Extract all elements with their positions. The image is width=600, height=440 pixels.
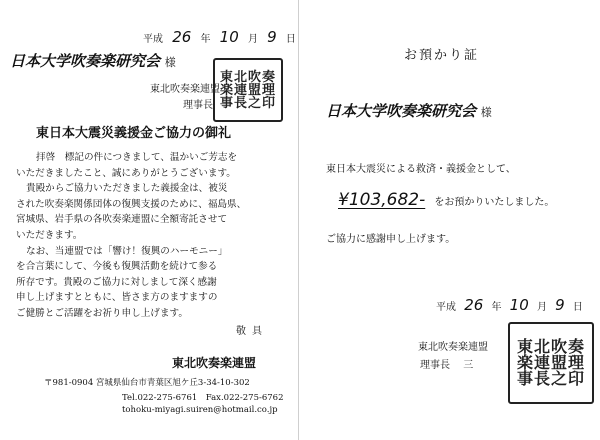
body-line: 宮城県、岩手県の各吹奏楽連盟に全額寄託させて [16, 214, 228, 226]
left-date [143, 28, 296, 46]
date-year: 26 [464, 296, 484, 314]
date-era: 平成 [436, 302, 456, 313]
amount-handwritten: ¥103,682- [338, 190, 426, 210]
date-era: 平成 [143, 34, 163, 45]
right-date [436, 296, 583, 314]
date-month-unit: 月 [536, 302, 547, 313]
body-line: いただきましたこと、誠にありがとうございます。 [16, 167, 236, 179]
right-sender-org: 東北吹奏楽連盟 [418, 342, 488, 353]
date-year-unit: 年 [491, 302, 502, 313]
body-line: ご健勝とご活躍をお祈り申し上げます。 [16, 307, 188, 319]
recipient-handwritten: 日本大学吹奏楽研究会 [10, 52, 161, 70]
date-day-unit: 日 [285, 34, 296, 45]
page-divider [298, 0, 299, 440]
right-seal-stamp [508, 322, 594, 404]
body-line: いただきます。 [16, 229, 83, 241]
left-sender-title: 理事長 [183, 100, 213, 111]
left-sender-org: 東北吹奏楽連盟 [150, 84, 220, 95]
seal-line: 事長之印 [516, 369, 585, 388]
date-month: 10 [509, 296, 529, 314]
seal-line: 事長之印 [219, 95, 276, 111]
date-year: 26 [172, 28, 192, 46]
sender-name: 三 [463, 360, 474, 371]
recipient-handwritten: 日本大学吹奏楽研究会 [326, 102, 477, 120]
seal-line: 東北吹奏 [219, 69, 276, 85]
right-recipient [326, 100, 492, 121]
date-month: 10 [219, 28, 239, 46]
date-day-unit: 日 [572, 302, 583, 313]
seal-line: 東北吹奏 [516, 337, 585, 356]
body-line: を合言葉にして、今後も復興活動を続けて参る [16, 261, 218, 273]
sender-title: 理事長 [420, 360, 450, 371]
body-line: された吹奏楽関係団体の復興支援のために、福島県、 [16, 198, 247, 210]
recipient-suffix: 様 [164, 56, 176, 69]
left-footer-phone: Tel.022-275-6761 Fax.022-275-6762 [122, 393, 284, 403]
right-line3: ご協力に感謝申し上げます。 [326, 234, 456, 245]
date-month-unit: 月 [247, 34, 258, 45]
right-title: お預かり証 [404, 48, 480, 63]
left-recipient [10, 50, 176, 71]
right-line1: 東日本大震災による救済・義援金として、 [326, 164, 516, 175]
seal-line: 楽連盟理 [219, 82, 276, 98]
left-heading: 東日本大震災義援金ご協力の御礼 [36, 126, 232, 141]
seal-line: 楽連盟理 [516, 353, 585, 372]
left-footer-org: 東北吹奏楽連盟 [172, 356, 257, 370]
body-line: 所存です。貴殿のご協力に対しまして深く感謝 [16, 276, 217, 288]
body-line: 申し上げますとともに、皆さま方のますますの [16, 292, 218, 304]
date-year-unit: 年 [200, 34, 211, 45]
amount-suffix: をお預かりいたしました。 [434, 197, 555, 208]
right-amount-line [338, 190, 554, 210]
left-footer-address: 〒981-0904 宮城県仙台市青葉区旭ケ丘3-34-10-302 [44, 378, 250, 388]
body-line: 貴殿からご協力いただきました義援金は、被災 [26, 183, 228, 195]
body-line: 拝啓 標記の件につきまして、温かいご芳志を [36, 152, 238, 163]
date-day: 9 [267, 28, 277, 46]
recipient-suffix: 様 [480, 106, 492, 119]
date-day: 9 [555, 296, 565, 314]
left-footer-email: tohoku-miyagi.suiren@hotmail.co.jp [122, 405, 278, 415]
body-line: なお、当連盟では「響け！復興のハーモニー」 [26, 245, 228, 257]
left-closing: 敬具 [236, 326, 268, 337]
right-sender-title [420, 356, 473, 371]
left-body [16, 150, 286, 322]
left-seal-stamp [213, 58, 283, 122]
